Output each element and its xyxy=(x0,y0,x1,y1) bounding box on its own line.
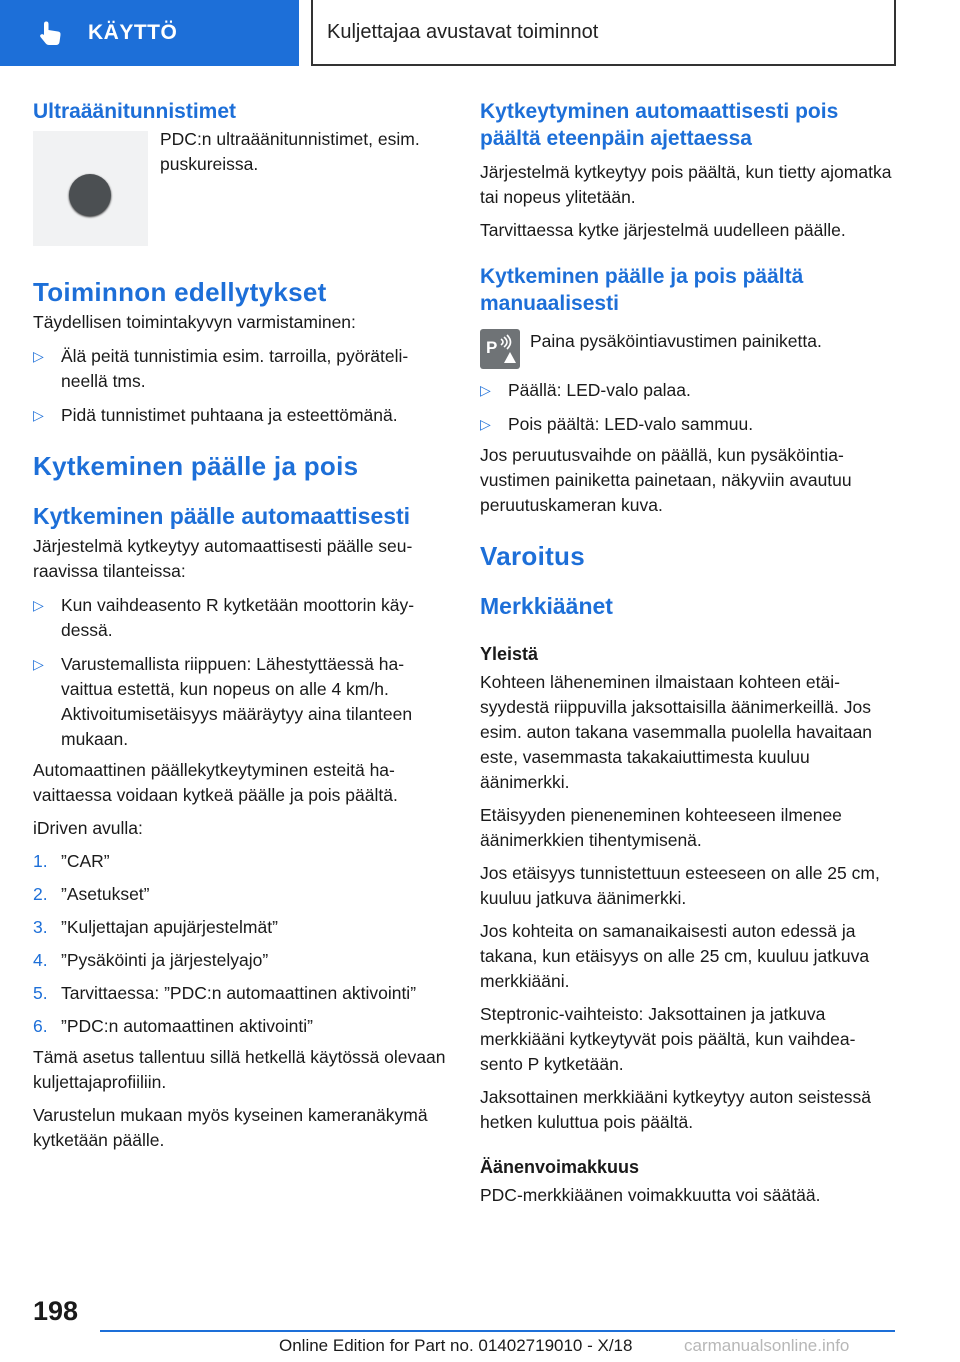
prereq-list xyxy=(33,344,447,428)
triangle-bullet-icon: ▷ xyxy=(33,597,44,613)
sensor-dot xyxy=(69,174,111,216)
park-assist-button-icon xyxy=(480,329,520,369)
triangle-bullet-icon: ▷ xyxy=(33,656,44,672)
auto-paragraph-4: Varustelun mukaan myös kyseinen kameranäkymä kytketään päälle. xyxy=(33,1105,428,1150)
step-item: 4. ”Pysäköinti ja järjestelyajo” xyxy=(33,950,269,970)
general-paragraph: Jaksottainen merkkiääni kytkeytyy auton seistessä hetken kuluttua pois päältä. xyxy=(480,1087,872,1132)
triangle-bullet-icon: ▷ xyxy=(33,407,44,423)
auto-paragraph-3: Tämä asetus tallentuu sillä hetkellä käytössä olevaan kuljettajaprofiiliin. xyxy=(33,1047,446,1092)
step-item: 2. ”Asetukset” xyxy=(33,884,150,904)
heading-manual: Kytkeminen päälle ja pois päältä manuaalisesti xyxy=(480,265,804,315)
page-number: 198 xyxy=(33,1296,79,1326)
step-item: 5. Tarvittaessa: ”PDC:n automaattinen aktivointi” xyxy=(33,983,417,1003)
heading-switching-on-off: Kytkeminen päälle ja pois xyxy=(33,451,359,481)
right-column xyxy=(480,98,892,1208)
section-tab[interactable] xyxy=(0,0,299,66)
autooff-paragraph-2: Tarvittaessa kytke järjestelmä uudelleen päälle. xyxy=(480,220,846,240)
sensor-block xyxy=(33,131,447,246)
triangle-bullet-icon: ▷ xyxy=(33,348,44,364)
list-item: ▷ Varustemallista riippuen: Lähestyttäessä havaittua estettä, kun nopeus on alle 4 km/h. Aktivoitumisetäisyys määräytyy aina tilanteen mukaan. xyxy=(33,654,413,749)
park-button-block xyxy=(480,329,892,369)
heading-volume: Äänenvoimakkuus xyxy=(480,1157,640,1177)
left-column xyxy=(33,98,447,1153)
heading-auto-on: Kytkeminen päälle automaattisesti xyxy=(33,503,411,529)
sensor-description: PDC:n ultraäänitunnistimet, esim. puskureissa. xyxy=(160,129,420,174)
footer-divider xyxy=(100,1330,895,1332)
list-item: ▷ Pois päältä: LED-valo sammuu. xyxy=(480,412,892,437)
step-item: 3. ”Kuljettajan apujärjestelmät” xyxy=(33,917,278,937)
idrive-steps xyxy=(33,849,447,1039)
auto-list xyxy=(33,593,447,752)
manual-list xyxy=(480,378,892,437)
hand-pointer-icon xyxy=(36,18,66,48)
step-item: 1. ”CAR” xyxy=(33,851,110,871)
triangle-bullet-icon: ▷ xyxy=(480,416,491,432)
general-paragraph: Kohteen läheneminen ilmaistaan kohteen etäisyydestä riippuvilla jaksottaisilla äänimerkeillä. Jos esim. auton takana vasemmalla puolella havaitaan este, vasemmasta takakaiuttimesta kuuluu äänimerkki. xyxy=(480,672,873,792)
general-paragraph: Jos kohteita on samanaikaisesti auton edessä ja takana, kun etäisyys on alle 25 cm, kuuluu jatkuva merkkiääni. xyxy=(480,921,870,991)
autooff-paragraph-1: Järjestelmä kytkeytyy pois päältä, kun tietty ajomatka tai nopeus ylitetään. xyxy=(480,162,892,207)
heading-prerequisites: Toiminnon edellytykset xyxy=(33,277,327,307)
heading-warning: Varoitus xyxy=(480,541,585,571)
general-paragraph: Steptronic-vaihteisto: Jaksottainen ja jatkuva merkkiääni kytkeytyvät pois päältä, kun vaihdeasento P kytketään. xyxy=(480,1004,856,1074)
heading-ultrasonic-sensors: Ultraäänitunnistimet xyxy=(33,100,237,123)
step-item: 6. ”PDC:n automaattinen aktivointi” xyxy=(33,1016,313,1036)
park-button-instruction: Paina pysäköintiavustimen painiketta. xyxy=(530,331,822,351)
heading-signals: Merkkiäänet xyxy=(480,593,613,619)
list-item: ▷ Päällä: LED-valo palaa. xyxy=(480,378,892,403)
auto-intro: Järjestelmä kytkeytyy automaattisesti päälle seuraavissa tilanteissa: xyxy=(33,536,413,581)
watermark-brand: carmanualsonline.info xyxy=(684,1336,850,1355)
heading-general: Yleistä xyxy=(480,644,539,664)
list-item: ▷ Älä peitä tunnistimia esim. tarroilla, pyörätelineellä tms. xyxy=(33,346,409,391)
auto-paragraph-2: iDriven avulla: xyxy=(33,818,143,838)
prereq-intro: Täydellisen toimintakyvyn varmistaminen: xyxy=(33,312,356,332)
triangle-bullet-icon: ▷ xyxy=(480,382,491,398)
general-paragraph: Etäisyyden pieneneminen kohteeseen ilmenee äänimerkkien tihentymisenä. xyxy=(480,805,842,850)
svg-text:P: P xyxy=(486,338,498,357)
heading-auto-off: Kytkeytyminen automaattisesti pois päältä eteenpäin ajettaessa xyxy=(480,100,839,150)
manual-paragraph: Jos peruutusvaihde on päällä, kun pysäköintiavustimen painiketta painetaan, näkyviin avautuu peruutuskameran kuva. xyxy=(480,445,852,515)
edition-text: Online Edition for Part no. 01402719010 - X/18 xyxy=(279,1336,633,1355)
general-paragraph: Jos etäisyys tunnistettuun esteeseen on alle 25 cm, kuuluu jatkuva äänimerkki. xyxy=(480,863,880,908)
chapter-title: Kuljettajaa avustavat toiminnot xyxy=(311,0,896,66)
auto-paragraph-1: Automaattinen päällekytkeytyminen esteitä havaittaessa voidaan kytkeä päälle ja pois päältä. xyxy=(33,760,398,805)
ultrasonic-sensor-image xyxy=(33,131,148,246)
section-tab-label: KÄYTTÖ xyxy=(88,21,178,44)
volume-paragraph: PDC-merkkiäänen voimakkuutta voi säätää. xyxy=(480,1185,821,1205)
list-item: ▷ Pidä tunnistimet puhtaana ja esteettömänä. xyxy=(33,403,447,428)
list-item: ▷ Kun vaihdeasento R kytketään moottorin käydessä. xyxy=(33,595,415,640)
